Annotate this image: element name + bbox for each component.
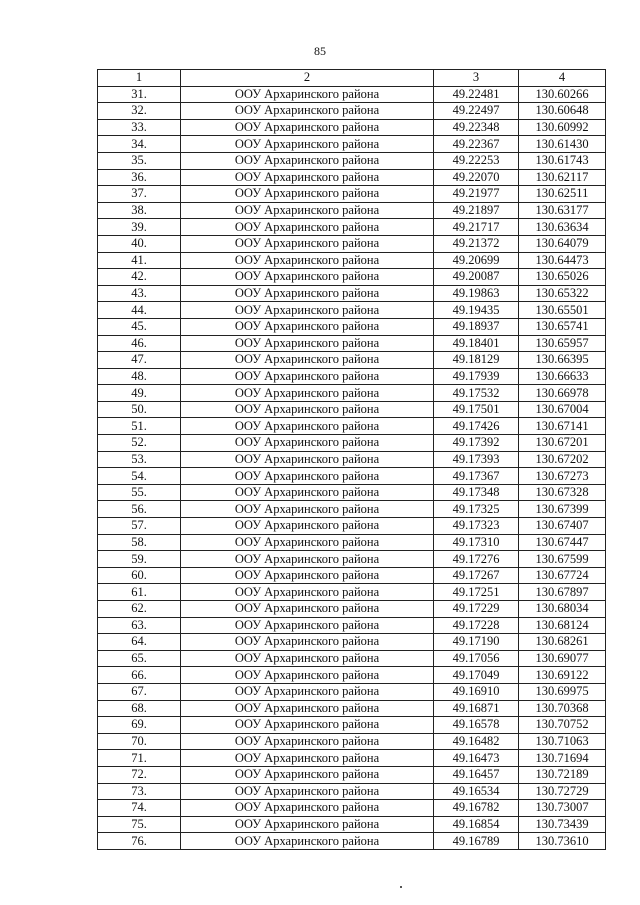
row-number-cell: 54. xyxy=(98,468,181,485)
latitude-cell: 49.20699 xyxy=(434,252,519,269)
table-row xyxy=(98,800,606,817)
row-number-cell: 34. xyxy=(98,136,181,153)
latitude-cell: 49.17056 xyxy=(434,650,519,667)
table-row xyxy=(98,518,606,535)
longitude-cell: 130.64473 xyxy=(519,252,606,269)
organization-cell: ООУ Архаринского района xyxy=(181,766,434,783)
latitude-cell: 49.21897 xyxy=(434,202,519,219)
latitude-cell: 49.17276 xyxy=(434,551,519,568)
latitude-cell: 49.22367 xyxy=(434,136,519,153)
table-row xyxy=(98,567,606,584)
longitude-cell: 130.60648 xyxy=(519,103,606,120)
table-row xyxy=(98,667,606,684)
row-number-cell: 53. xyxy=(98,451,181,468)
table-row xyxy=(98,833,606,850)
latitude-cell: 49.17426 xyxy=(434,418,519,435)
latitude-cell: 49.17229 xyxy=(434,601,519,618)
organization-cell: ООУ Архаринского района xyxy=(181,235,434,252)
row-number-cell: 65. xyxy=(98,650,181,667)
latitude-cell: 49.18937 xyxy=(434,318,519,335)
row-number-cell: 58. xyxy=(98,534,181,551)
row-number-cell: 43. xyxy=(98,285,181,302)
longitude-cell: 130.62117 xyxy=(519,169,606,186)
longitude-cell: 130.70368 xyxy=(519,700,606,717)
row-number-cell: 48. xyxy=(98,368,181,385)
latitude-cell: 49.17367 xyxy=(434,468,519,485)
latitude-cell: 49.16789 xyxy=(434,833,519,850)
longitude-cell: 130.63634 xyxy=(519,219,606,236)
table-row xyxy=(98,318,606,335)
longitude-cell: 130.67328 xyxy=(519,484,606,501)
row-number-cell: 31. xyxy=(98,86,181,103)
latitude-cell: 49.17049 xyxy=(434,667,519,684)
organization-cell: ООУ Архаринского района xyxy=(181,634,434,651)
longitude-cell: 130.69975 xyxy=(519,683,606,700)
organization-cell: ООУ Архаринского района xyxy=(181,269,434,286)
row-number-cell: 35. xyxy=(98,152,181,169)
organization-cell: ООУ Архаринского района xyxy=(181,252,434,269)
longitude-cell: 130.65501 xyxy=(519,302,606,319)
row-number-cell: 41. xyxy=(98,252,181,269)
longitude-cell: 130.65026 xyxy=(519,269,606,286)
row-number-cell: 55. xyxy=(98,484,181,501)
row-number-cell: 59. xyxy=(98,551,181,568)
row-number-cell: 75. xyxy=(98,816,181,833)
longitude-cell: 130.69122 xyxy=(519,667,606,684)
latitude-cell: 49.16910 xyxy=(434,683,519,700)
row-number-cell: 70. xyxy=(98,733,181,750)
table-row xyxy=(98,700,606,717)
organization-cell: ООУ Архаринского района xyxy=(181,518,434,535)
longitude-cell: 130.67897 xyxy=(519,584,606,601)
longitude-cell: 130.65322 xyxy=(519,285,606,302)
longitude-cell: 130.67724 xyxy=(519,567,606,584)
longitude-cell: 130.73007 xyxy=(519,800,606,817)
latitude-cell: 49.16871 xyxy=(434,700,519,717)
latitude-cell: 49.17501 xyxy=(434,401,519,418)
latitude-cell: 49.17393 xyxy=(434,451,519,468)
table-row xyxy=(98,468,606,485)
row-number-cell: 57. xyxy=(98,518,181,535)
row-number-cell: 37. xyxy=(98,186,181,203)
organization-cell: ООУ Архаринского района xyxy=(181,800,434,817)
latitude-cell: 49.18129 xyxy=(434,352,519,369)
row-number-cell: 39. xyxy=(98,219,181,236)
longitude-cell: 130.69077 xyxy=(519,650,606,667)
longitude-cell: 130.67202 xyxy=(519,451,606,468)
row-number-cell: 68. xyxy=(98,700,181,717)
table-row xyxy=(98,501,606,518)
header-col-3: 3 xyxy=(434,70,519,87)
organization-cell: ООУ Архаринского района xyxy=(181,318,434,335)
row-number-cell: 72. xyxy=(98,766,181,783)
organization-cell: ООУ Архаринского района xyxy=(181,435,434,452)
organization-cell: ООУ Архаринского района xyxy=(181,783,434,800)
row-number-cell: 56. xyxy=(98,501,181,518)
longitude-cell: 130.67447 xyxy=(519,534,606,551)
row-number-cell: 64. xyxy=(98,634,181,651)
latitude-cell: 49.17323 xyxy=(434,518,519,535)
longitude-cell: 130.62511 xyxy=(519,186,606,203)
longitude-cell: 130.73439 xyxy=(519,816,606,833)
header-col-1: 1 xyxy=(98,70,181,87)
row-number-cell: 33. xyxy=(98,119,181,136)
organization-cell: ООУ Архаринского района xyxy=(181,733,434,750)
longitude-cell: 130.67004 xyxy=(519,401,606,418)
latitude-cell: 49.16782 xyxy=(434,800,519,817)
table-row xyxy=(98,368,606,385)
latitude-cell: 49.22481 xyxy=(434,86,519,103)
row-number-cell: 42. xyxy=(98,269,181,286)
table-row xyxy=(98,766,606,783)
organization-cell: ООУ Архаринского района xyxy=(181,484,434,501)
table-row xyxy=(98,783,606,800)
table-row xyxy=(98,86,606,103)
row-number-cell: 69. xyxy=(98,717,181,734)
table-body xyxy=(98,86,606,849)
organization-cell: ООУ Архаринского района xyxy=(181,152,434,169)
latitude-cell: 49.17310 xyxy=(434,534,519,551)
row-number-cell: 67. xyxy=(98,683,181,700)
table-row xyxy=(98,750,606,767)
organization-cell: ООУ Архаринского района xyxy=(181,352,434,369)
longitude-cell: 130.68034 xyxy=(519,601,606,618)
organization-cell: ООУ Архаринского района xyxy=(181,368,434,385)
table-row xyxy=(98,385,606,402)
table-row xyxy=(98,335,606,352)
latitude-cell: 49.17532 xyxy=(434,385,519,402)
longitude-cell: 130.65957 xyxy=(519,335,606,352)
organization-cell: ООУ Архаринского района xyxy=(181,335,434,352)
organization-cell: ООУ Архаринского района xyxy=(181,103,434,120)
latitude-cell: 49.17190 xyxy=(434,634,519,651)
latitude-cell: 49.21717 xyxy=(434,219,519,236)
latitude-cell: 49.17228 xyxy=(434,617,519,634)
table-row xyxy=(98,601,606,618)
table-row xyxy=(98,717,606,734)
longitude-cell: 130.60992 xyxy=(519,119,606,136)
organization-cell: ООУ Архаринского района xyxy=(181,650,434,667)
table-row xyxy=(98,252,606,269)
header-col-2: 2 xyxy=(181,70,434,87)
table-row xyxy=(98,534,606,551)
page-number: 85 xyxy=(314,44,326,58)
row-number-cell: 47. xyxy=(98,352,181,369)
longitude-cell: 130.61430 xyxy=(519,136,606,153)
longitude-cell: 130.68124 xyxy=(519,617,606,634)
organization-cell: ООУ Архаринского района xyxy=(181,534,434,551)
organization-cell: ООУ Архаринского района xyxy=(181,385,434,402)
row-number-cell: 44. xyxy=(98,302,181,319)
organization-cell: ООУ Архаринского района xyxy=(181,401,434,418)
latitude-cell: 49.17325 xyxy=(434,501,519,518)
longitude-cell: 130.72189 xyxy=(519,766,606,783)
organization-cell: ООУ Архаринского района xyxy=(181,86,434,103)
longitude-cell: 130.73610 xyxy=(519,833,606,850)
row-number-cell: 52. xyxy=(98,435,181,452)
table-row xyxy=(98,103,606,120)
organization-cell: ООУ Архаринского района xyxy=(181,169,434,186)
row-number-cell: 74. xyxy=(98,800,181,817)
row-number-cell: 40. xyxy=(98,235,181,252)
organization-cell: ООУ Архаринского района xyxy=(181,302,434,319)
latitude-cell: 49.16534 xyxy=(434,783,519,800)
row-number-cell: 76. xyxy=(98,833,181,850)
longitude-cell: 130.66395 xyxy=(519,352,606,369)
organization-cell: ООУ Архаринского района xyxy=(181,119,434,136)
longitude-cell: 130.61743 xyxy=(519,152,606,169)
row-number-cell: 63. xyxy=(98,617,181,634)
latitude-cell: 49.17392 xyxy=(434,435,519,452)
table-row xyxy=(98,816,606,833)
organization-cell: ООУ Архаринского района xyxy=(181,717,434,734)
longitude-cell: 130.63177 xyxy=(519,202,606,219)
table-row xyxy=(98,733,606,750)
latitude-cell: 49.20087 xyxy=(434,269,519,286)
latitude-cell: 49.17348 xyxy=(434,484,519,501)
longitude-cell: 130.72729 xyxy=(519,783,606,800)
table-row xyxy=(98,169,606,186)
table-row xyxy=(98,451,606,468)
table-row xyxy=(98,152,606,169)
organization-cell: ООУ Архаринского района xyxy=(181,468,434,485)
organization-cell: ООУ Архаринского района xyxy=(181,667,434,684)
longitude-cell: 130.60266 xyxy=(519,86,606,103)
latitude-cell: 49.16482 xyxy=(434,733,519,750)
row-number-cell: 61. xyxy=(98,584,181,601)
organization-cell: ООУ Архаринского района xyxy=(181,567,434,584)
latitude-cell: 49.16578 xyxy=(434,717,519,734)
table-row xyxy=(98,119,606,136)
organization-cell: ООУ Архаринского района xyxy=(181,601,434,618)
longitude-cell: 130.66633 xyxy=(519,368,606,385)
row-number-cell: 49. xyxy=(98,385,181,402)
latitude-cell: 49.22348 xyxy=(434,119,519,136)
table-row xyxy=(98,634,606,651)
latitude-cell: 49.21977 xyxy=(434,186,519,203)
table-row xyxy=(98,136,606,153)
organization-cell: ООУ Архаринского района xyxy=(181,418,434,435)
table-row xyxy=(98,401,606,418)
longitude-cell: 130.67407 xyxy=(519,518,606,535)
row-number-cell: 45. xyxy=(98,318,181,335)
organization-cell: ООУ Архаринского района xyxy=(181,202,434,219)
latitude-cell: 49.17939 xyxy=(434,368,519,385)
latitude-cell: 49.22253 xyxy=(434,152,519,169)
organization-cell: ООУ Архаринского района xyxy=(181,816,434,833)
organization-cell: ООУ Архаринского района xyxy=(181,136,434,153)
table-row xyxy=(98,617,606,634)
longitude-cell: 130.67201 xyxy=(519,435,606,452)
organization-cell: ООУ Архаринского района xyxy=(181,501,434,518)
latitude-cell: 49.17267 xyxy=(434,567,519,584)
longitude-cell: 130.67599 xyxy=(519,551,606,568)
organization-cell: ООУ Архаринского района xyxy=(181,700,434,717)
longitude-cell: 130.71063 xyxy=(519,733,606,750)
row-number-cell: 51. xyxy=(98,418,181,435)
table-row xyxy=(98,551,606,568)
table-row xyxy=(98,435,606,452)
row-number-cell: 73. xyxy=(98,783,181,800)
row-number-cell: 60. xyxy=(98,567,181,584)
latitude-cell: 49.21372 xyxy=(434,235,519,252)
longitude-cell: 130.71694 xyxy=(519,750,606,767)
row-number-cell: 36. xyxy=(98,169,181,186)
table-row xyxy=(98,418,606,435)
table-row xyxy=(98,484,606,501)
latitude-cell: 49.19863 xyxy=(434,285,519,302)
organization-cell: ООУ Архаринского района xyxy=(181,551,434,568)
latitude-cell: 49.18401 xyxy=(434,335,519,352)
row-number-cell: 62. xyxy=(98,601,181,618)
latitude-cell: 49.22497 xyxy=(434,103,519,120)
table-row xyxy=(98,650,606,667)
longitude-cell: 130.67141 xyxy=(519,418,606,435)
table-row xyxy=(98,202,606,219)
organization-cell: ООУ Архаринского района xyxy=(181,833,434,850)
organization-cell: ООУ Архаринского района xyxy=(181,451,434,468)
row-number-cell: 38. xyxy=(98,202,181,219)
longitude-cell: 130.70752 xyxy=(519,717,606,734)
organization-cell: ООУ Архаринского района xyxy=(181,285,434,302)
header-col-4: 4 xyxy=(519,70,606,87)
row-number-cell: 46. xyxy=(98,335,181,352)
row-number-cell: 66. xyxy=(98,667,181,684)
longitude-cell: 130.67273 xyxy=(519,468,606,485)
table-row xyxy=(98,584,606,601)
table-row xyxy=(98,352,606,369)
table-row xyxy=(98,269,606,286)
scan-dot xyxy=(400,886,402,888)
organization-cell: ООУ Архаринского района xyxy=(181,219,434,236)
longitude-cell: 130.64079 xyxy=(519,235,606,252)
row-number-cell: 50. xyxy=(98,401,181,418)
table-row xyxy=(98,235,606,252)
table-header-row xyxy=(98,70,606,87)
longitude-cell: 130.65741 xyxy=(519,318,606,335)
row-number-cell: 32. xyxy=(98,103,181,120)
organization-cell: ООУ Архаринского района xyxy=(181,186,434,203)
table-row xyxy=(98,285,606,302)
longitude-cell: 130.66978 xyxy=(519,385,606,402)
latitude-cell: 49.16457 xyxy=(434,766,519,783)
organization-cell: ООУ Архаринского района xyxy=(181,584,434,601)
organization-cell: ООУ Архаринского района xyxy=(181,683,434,700)
latitude-cell: 49.17251 xyxy=(434,584,519,601)
row-number-cell: 71. xyxy=(98,750,181,767)
longitude-cell: 130.68261 xyxy=(519,634,606,651)
latitude-cell: 49.16854 xyxy=(434,816,519,833)
table-row xyxy=(98,683,606,700)
organization-cell: ООУ Архаринского района xyxy=(181,750,434,767)
latitude-cell: 49.19435 xyxy=(434,302,519,319)
organization-cell: ООУ Архаринского района xyxy=(181,617,434,634)
table-row xyxy=(98,302,606,319)
latitude-cell: 49.16473 xyxy=(434,750,519,767)
table-row xyxy=(98,186,606,203)
table-row xyxy=(98,219,606,236)
latitude-cell: 49.22070 xyxy=(434,169,519,186)
coordinates-table xyxy=(97,69,606,850)
longitude-cell: 130.67399 xyxy=(519,501,606,518)
